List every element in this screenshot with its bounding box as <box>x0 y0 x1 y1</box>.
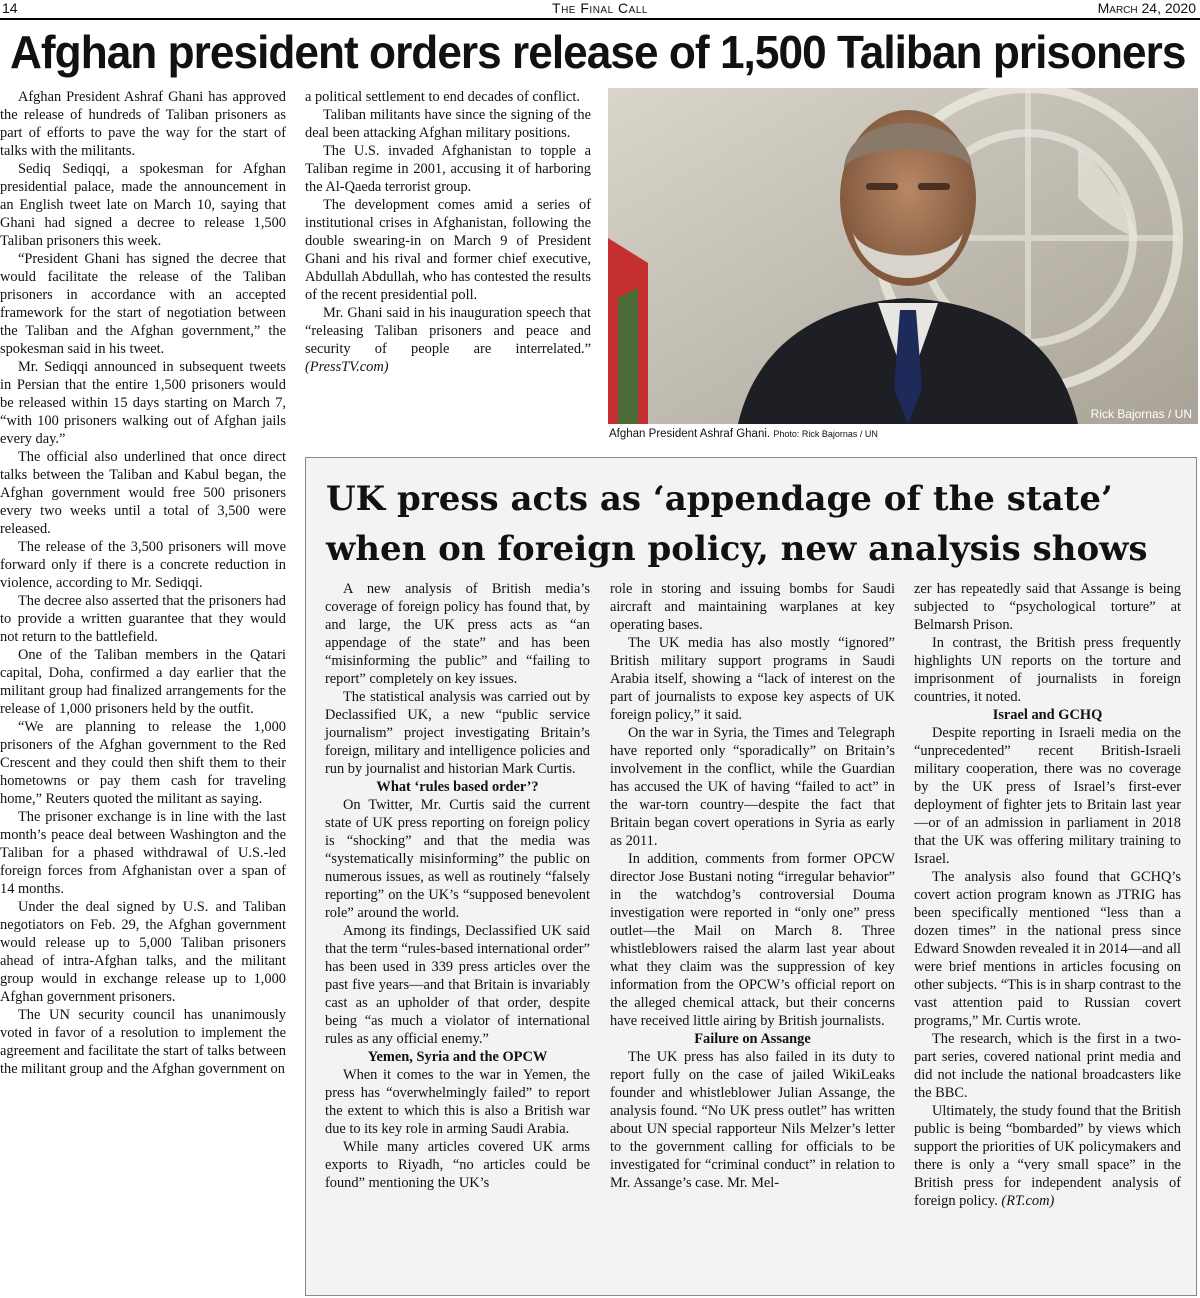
paragraph-text: The official also underlined that once direct talks between the Taliban and Kabul began, the Afghan government would free 500 prisoners every two weeks until a total of 3,500 were released. <box>0 449 286 537</box>
paragraph <box>0 808 286 898</box>
paragraph <box>610 724 895 850</box>
paragraph-text: On the war in Syria, the Times and Telegraph have reported only “sporadically” on Britain’s involvement in the conflict, while the Guardian has accused the UK of having “failed to act” in the war-torn country—despite the fact that Britain began covert operations in Syria as early as 2011. <box>610 725 895 849</box>
photo-caption-text: Afghan President Ashraf Ghani. <box>609 428 771 440</box>
paragraph <box>325 922 590 1048</box>
article1-paragraph <box>305 304 591 376</box>
paragraph <box>610 1048 895 1192</box>
paragraph-text: Ultimately, the study found that the British public is being “bombarded” by views which support the priorities of UK policymakers and there is only a “very small space” in the British press for independent analysis of foreign policy. <box>914 1103 1181 1209</box>
paragraph <box>325 1066 590 1138</box>
photo-ashraf-ghani <box>608 88 1198 424</box>
paragraph-text: The prisoner exchange is in line with the last month’s peace deal between Washington and the Taliban for a phased withdrawal of U.S.-led foreign forces from Afghanistan over a span of 14 months. <box>0 809 286 897</box>
paragraph-text: Israel and GCHQ <box>992 707 1103 723</box>
paragraph-text: The decree also asserted that the prisoners had to provide a written guarantee that they would not return to the battlefield. <box>0 593 286 645</box>
paragraph-text: A new analysis of British media’s coverage of foreign policy has found that, by and large, the UK press acts as “an appendage of the state” and has been “misinforming the public” and “failing to report” completely on key issues. <box>325 581 590 687</box>
subheading <box>325 1048 590 1066</box>
paragraph <box>0 358 286 448</box>
paragraph <box>914 1030 1181 1102</box>
paragraph <box>325 580 590 688</box>
photo-caption <box>609 427 1199 441</box>
article1-last-paragraph: Mr. Ghani said in his inauguration speech that “releasing Taliban prisoners and peace and security of people are interrelated.” <box>305 305 591 357</box>
paragraph-text: Sediq Sediqqi, a spokesman for Afghan presidential palace, made the announcement in an English tweet late on March 10, saying that Ghani had signed a decree to release 1,500 Taliban prisoners this week. <box>0 161 286 249</box>
portrait-illustration <box>608 88 1198 424</box>
article2-column-2 <box>610 580 895 1192</box>
paragraph <box>0 538 286 592</box>
paragraph <box>325 796 590 922</box>
publication-name: The Final Call <box>552 0 648 16</box>
article2-column-1 <box>325 580 590 1192</box>
paragraph-text: “President Ghani has signed the decree that would facilitate the release of the Taliban prisoners in accordance with an accepted framework for the start of negotiation between the Taliban and the Afghan government,” the spokesman said in his tweet. <box>0 251 286 357</box>
article1-paragraph: The development comes amid a series of institutional crises in Afghanistan, following the double swearing-in on March 9 of President Ghani and his rival and former chief executive, Abdullah Abdullah, who has contested the results of the recent presidential poll. <box>305 197 591 303</box>
article1-paragraph: Taliban militants have since the signing of the deal been attacking Afghan military positions. <box>305 107 591 141</box>
paragraph-text: Failure on Assange <box>694 1031 811 1047</box>
subheading <box>325 778 590 796</box>
paragraph <box>914 724 1181 868</box>
article1-column-1 <box>0 88 286 1078</box>
photo-credit-overlay: Rick Bajornas / UN <box>1090 407 1192 421</box>
paragraph <box>325 1138 590 1192</box>
paragraph <box>0 592 286 646</box>
photo-credit: Photo: Rick Bajornas / UN <box>773 429 878 439</box>
article2-column-3 <box>914 580 1181 1210</box>
paragraph-text: One of the Taliban members in the Qatari capital, Doha, confirmed a day earlier that the militant group had finalized arrangements for the release of 1,000 prisoners held by the outfit. <box>0 647 286 717</box>
subheading <box>610 1030 895 1048</box>
paragraph <box>0 646 286 718</box>
paragraph <box>325 688 590 778</box>
paragraph-text: “We are planning to release the 1,000 prisoners of the Afghan government to the Red Crescent and they could then shift them to their hometowns or pay them cash for traveling home,” Reuters quoted the militant as saying. <box>0 719 286 807</box>
paragraph-text: The UN security council has unanimously voted in favor of a resolution to implement the agreement and facilitate the start of talks between the militant group and the Afghan government on <box>0 1007 286 1077</box>
paragraph-text: The UK press has also failed in its duty to report fully on the case of jailed WikiLeaks founder and whistleblower Julian Assange, the analysis found. “No UK press outlet” has written about UN special rapporteur Nils Melzer’s letter to the government calling for officials to be investigated for “criminal conduct” in relation to Mr. Assange’s case. Mr. Mel- <box>610 1049 895 1191</box>
paragraph <box>610 850 895 1030</box>
issue-date: March 24, 2020 <box>1097 0 1196 16</box>
subheading <box>914 706 1181 724</box>
paragraph <box>0 718 286 808</box>
paragraph-text: In addition, comments from former OPCW director Jose Bustani noting “irregular behavior” in the watchdog’s controversial Douma investigation were reported in “only one” press outlet—the Mail on March 8. Three whistleblowers raised the alarm last year about what they claim was the suppression of key information from the OPCW’s official report on the alleged chemical attack, but their concerns have received little airing by British journalists. <box>610 851 895 1029</box>
paragraph-text: role in storing and issuing bombs for Saudi aircraft and maintaining warplanes at key operating bases. <box>610 581 895 633</box>
running-header <box>0 0 1200 20</box>
paragraph-text: On Twitter, Mr. Curtis said the current state of UK press reporting on foreign policy is “shocking” and that the media was “systematically misinforming” the public on numerous issues, as well as routinely “falsely reporting” on the UK’s “supposed benevolent role” around the world. <box>325 797 590 921</box>
paragraph-text: Among its findings, Declassified UK said that the term “rules-based international order” has been used in 339 press articles over the past five years—and that Britain is invariably cast as an upholder of that order, despite being “as much a violator of international rules as any official enemy.” <box>325 923 590 1047</box>
paragraph-text: While many articles covered UK arms exports to Riyadh, “no articles could be found” mentioning the UK’s <box>325 1139 590 1191</box>
paragraph-text: In contrast, the British press frequently highlights UN reports on the torture and imprisonment of journalists in foreign countries, it noted. <box>914 635 1181 705</box>
page-number: 14 <box>2 0 18 16</box>
paragraph-text: The release of the 3,500 prisoners will move forward only if there is a concrete reduction in violence, according to Mr. Sediqqi. <box>0 539 286 591</box>
article1-headline: Afghan president orders release of 1,500 Taliban prisoners <box>10 26 1186 78</box>
paragraph <box>914 634 1181 706</box>
paragraph <box>0 250 286 358</box>
article1-paragraph: The U.S. invaded Afghanistan to topple a Taliban regime in 2001, accusing it of harboring the Al-Qaeda terrorist group. <box>305 143 591 195</box>
paragraph-text: What ‘rules based order’? <box>376 779 539 795</box>
paragraph <box>0 88 286 160</box>
paragraph-text: The analysis also found that GCHQ’s covert action program known as JTRIG has been specifically mentioned “less than a dozen times” in the national press since Edward Snowden revealed it in 2014—and all were brief mentions in articles focusing on other subjects. “This is in sharp contrast to the vast attention paid to Russian covert programs,” Mr. Curtis wrote. <box>914 869 1181 1029</box>
paragraph <box>0 160 286 250</box>
article1-paragraph: a political settlement to end decades of conflict. <box>305 89 580 105</box>
article2-headline: UK press acts as ‘appendage of the state’ when on foreign policy, new analysis shows <box>326 479 1148 569</box>
article-source: (RT.com) <box>1001 1193 1055 1209</box>
paragraph-text: The UK media has also mostly “ignored” British military support programs in Saudi Arabia itself, showing a “lack of interest on the part of journalists to expose key aspects of UK foreign policy,” it said. <box>610 635 895 723</box>
paragraph <box>914 580 1181 634</box>
paragraph-text: The research, which is the first in a two-part series, covered national print media and did not include the national broadcasters like the BBC. <box>914 1031 1181 1101</box>
paragraph-text: Under the deal signed by U.S. and Taliban negotiators on Feb. 29, the Afghan government would release up to 5,000 Taliban prisoners ahead of intra-Afghan talks, and the militant group would in exchange release up to 1,000 Afghan government prisoners. <box>0 899 286 1005</box>
paragraph-text: zer has repeatedly said that Assange is being subjected to “psychological torture” at Belmarsh Prison. <box>914 581 1181 633</box>
paragraph <box>0 1006 286 1078</box>
paragraph-text: Mr. Sediqqi announced in subsequent tweets in Persian that the entire 1,500 prisoners would be released within 15 days starting on March 7, “with 100 prisoners walking out of Afghan jails every day.” <box>0 359 286 447</box>
paragraph-text: Yemen, Syria and the OPCW <box>367 1049 548 1065</box>
paragraph-text: The statistical analysis was carried out by Declassified UK, a new “public service journalism” project investigating Britain’s foreign, military and intelligence policies and run by journalist and historian Mark Curtis. <box>325 689 590 777</box>
article1-source: (PressTV.com) <box>305 359 389 375</box>
paragraph <box>610 634 895 724</box>
paragraph <box>610 580 895 634</box>
paragraph <box>0 448 286 538</box>
paragraph-text: When it comes to the war in Yemen, the press has “overwhelmingly failed” to report the extent to which this is also a British war due to its key role in arming Saudi Arabia. <box>325 1067 590 1137</box>
paragraph-text: Despite reporting in Israeli media on the “unprecedented” recent British-Israeli military cooperation, there was no coverage by the UK press of Israel’s first-ever deployment of fighter jets to Britain last year—or of an admission in parliament in 2018 that the UK was offering military training to Israel. <box>914 725 1181 867</box>
paragraph <box>914 1102 1181 1210</box>
article1-column-2 <box>305 88 591 376</box>
paragraph <box>914 868 1181 1030</box>
paragraph-text: Afghan President Ashraf Ghani has approved the release of hundreds of Taliban prisoners as part of efforts to pave the way for the start of talks with the militants. <box>0 89 286 159</box>
paragraph <box>0 898 286 1006</box>
